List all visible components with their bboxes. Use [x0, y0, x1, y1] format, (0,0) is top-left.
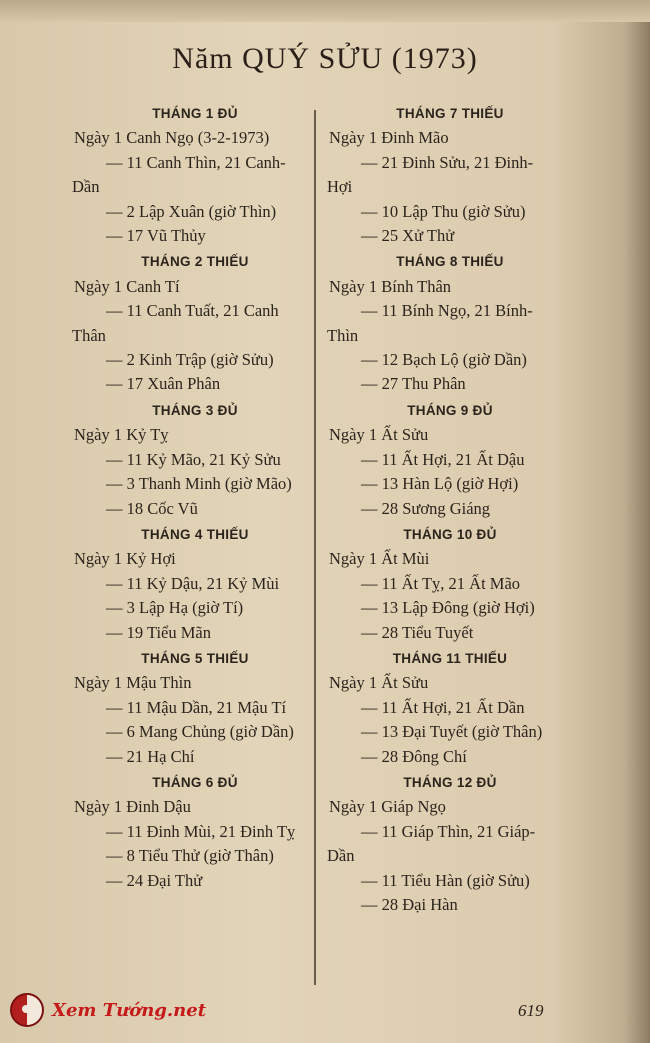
calendar-line: — 11 Tiểu Hàn (giờ Sửu) — [361, 870, 530, 890]
calendar-line: — 3 Lập Hạ (giờ Tí) — [106, 598, 244, 618]
calendar-line: — 13 Đại Tuyết (giờ Thân) — [361, 722, 543, 742]
calendar-line: Ngày 1 Kỷ Tỵ — [74, 425, 169, 445]
month-heading: THÁNG 6 ĐỦ — [152, 774, 238, 790]
calendar-line: — 11 Canh Thìn, 21 Canh- — [106, 152, 286, 172]
month-heading: THÁNG 12 ĐỦ — [403, 774, 497, 790]
calendar-line: — 2 Kinh Trập (giờ Sửu) — [106, 350, 274, 370]
calendar-line: — 25 Xử Thử — [361, 226, 455, 246]
calendar-line: — 27 Thu Phân — [361, 374, 466, 394]
month-heading: THÁNG 7 THIẾU — [396, 106, 504, 121]
calendar-line: — 18 Cốc Vũ — [106, 498, 198, 518]
calendar-line: Ngày 1 Ất Mùi — [329, 549, 430, 569]
column-divider — [314, 110, 316, 985]
calendar-line: Ngày 1 Đinh Dậu — [74, 797, 191, 817]
month-heading: THÁNG 3 ĐỦ — [152, 402, 238, 418]
calendar-line: — 11 Kỷ Mão, 21 Kỷ Sửu — [106, 449, 281, 469]
calendar-line: Ngày 1 Ất Sửu — [329, 425, 429, 445]
calendar-line: Ngày 1 Mậu Thìn — [74, 673, 192, 693]
calendar-line: Ngày 1 Kỷ Hợi — [74, 549, 176, 569]
calendar-line: Ngày 1 Canh Ngọ (3-2-1973) — [74, 128, 270, 148]
calendar-line: — 11 Canh Tuất, 21 Canh — [106, 301, 279, 321]
calendar-line: — 12 Bạch Lộ (giờ Dần) — [361, 350, 527, 370]
calendar-line: — 24 Đại Thử — [106, 870, 203, 890]
calendar-line: — 11 Bính Ngọ, 21 Bính- — [361, 301, 533, 321]
calendar-line: — 13 Lập Đông (giờ Hợi) — [361, 598, 535, 618]
calendar-line: — 3 Thanh Minh (giờ Mão) — [106, 474, 292, 494]
calendar-line: — 28 Đại Hàn — [361, 895, 458, 914]
calendar-line: — 6 Mang Chủng (giờ Dần) — [106, 722, 294, 742]
calendar-line: — 11 Đinh Mùi, 21 Đinh Tỵ — [106, 821, 296, 841]
calendar-line: — 11 Ất Hợi, 21 Ất Dần — [361, 697, 525, 717]
calendar-line: — 11 Mậu Dần, 21 Mậu Tí — [106, 697, 287, 717]
calendar-line: Ngày 1 Ất Sửu — [329, 673, 429, 693]
calendar-line: — 21 Đinh Sửu, 21 Đinh- — [361, 152, 534, 172]
calendar-line: — 11 Ất Tỵ, 21 Ất Mão — [361, 573, 521, 593]
right-column — [325, 100, 575, 917]
calendar-line: — 19 Tiểu Mãn — [106, 622, 211, 642]
left-column — [70, 100, 320, 893]
calendar-line: — 8 Tiểu Thử (giờ Thân) — [106, 846, 274, 866]
calendar-line: — 10 Lập Thu (giờ Sửu) — [361, 201, 526, 221]
calendar-line: — 2 Lập Xuân (giờ Thìn) — [106, 201, 277, 221]
calendar-line: — 11 Kỷ Dậu, 21 Kỷ Mùi — [106, 573, 280, 593]
calendar-line: — 21 Hạ Chí — [106, 746, 195, 766]
page-title: Năm QUÝ SỬU (1973) — [172, 42, 478, 75]
calendar-line: — 28 Đông Chí — [361, 746, 467, 766]
calendar-line: Dần — [327, 846, 355, 866]
calendar-line: Ngày 1 Đinh Mão — [329, 128, 449, 148]
page-top-edge — [0, 0, 650, 22]
calendar-line: — 17 Xuân Phân — [106, 374, 221, 394]
calendar-line: Thân — [72, 325, 106, 345]
month-heading: THÁNG 2 THIẾU — [141, 254, 249, 270]
calendar-line: — 17 Vũ Thủy — [106, 226, 206, 246]
calendar-line: Ngày 1 Giáp Ngọ — [329, 797, 446, 817]
month-heading: THÁNG 11 THIẾU — [392, 650, 508, 666]
month-heading: THÁNG 10 ĐỦ — [403, 526, 497, 542]
calendar-line: Thìn — [327, 325, 359, 345]
calendar-line: — 28 Sương Giáng — [361, 498, 491, 518]
calendar-line: Hợi — [327, 177, 353, 197]
month-heading: THÁNG 8 THIẾU — [396, 254, 504, 270]
site-logo[interactable] — [10, 992, 206, 1028]
calendar-line: — 11 Ất Hợi, 21 Ất Dậu — [361, 449, 525, 469]
calendar-line: Dần — [72, 177, 100, 197]
calendar-line: Ngày 1 Canh Tí — [74, 276, 180, 296]
yin-yang-icon — [10, 993, 44, 1027]
month-heading: THÁNG 9 ĐỦ — [407, 402, 493, 418]
calendar-line: — 11 Giáp Thìn, 21 Giáp- — [361, 821, 536, 841]
month-heading: THÁNG 5 THIẾU — [141, 650, 249, 666]
month-heading: THÁNG 1 ĐỦ — [152, 106, 238, 121]
calendar-line: — 13 Hàn Lộ (giờ Hợi) — [361, 474, 519, 494]
page-number: 619 — [518, 1001, 544, 1020]
calendar-line: Ngày 1 Bính Thân — [329, 276, 452, 296]
logo-text: Xem Tướng.net — [52, 999, 207, 1021]
calendar-line: — 28 Tiểu Tuyết — [361, 622, 474, 642]
month-heading: THÁNG 4 THIẾU — [141, 526, 249, 542]
